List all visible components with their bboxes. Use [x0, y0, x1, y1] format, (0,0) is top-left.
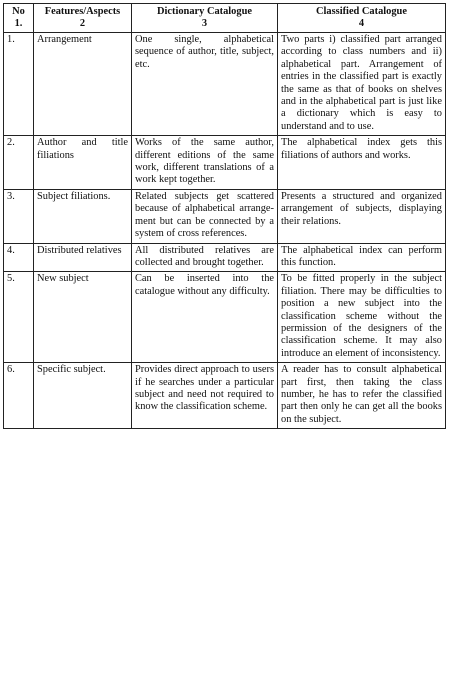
cell-feature: Author and title filiations [34, 136, 132, 190]
header-features-label: Features/Aspects [44, 6, 121, 17]
header-dictionary-number: 3 [201, 18, 208, 29]
header-classified-number: 4 [358, 18, 365, 29]
cell-dictionary: All distributed relatives are collected and brought together. [132, 243, 278, 272]
cell-classified: Two parts i) classified part arranged according to class numbers and ii) alphabetical part. Arrangement of entries in the classified part is exactly the same as that of books on shelves and in the alphabetical part is just like a dictionary which is easy to understand and to use. [278, 33, 446, 136]
header-classified-label: Classified Catalogue [316, 6, 407, 17]
header-dictionary [132, 4, 278, 33]
header-features-number: 2 [79, 18, 86, 29]
header-classified [278, 4, 446, 33]
header-no-number: 1. [14, 18, 23, 29]
header-row [4, 4, 446, 33]
cell-no: 4. [4, 243, 34, 272]
cell-feature: Specific subject. [34, 363, 132, 429]
cell-feature: Arrangement [34, 33, 132, 136]
cell-classified: The alphabetical index can perform this function. [278, 243, 446, 272]
table-header [4, 4, 446, 33]
header-no [4, 4, 34, 33]
cell-dictionary: Works of the same author, different editions of the same work, different translations of a work kept together. [132, 136, 278, 190]
header-dictionary-label: Dictionary Catalogue [157, 6, 252, 17]
cell-dictionary: Can be inserted into the catalogue without any difficulty. [132, 272, 278, 363]
cell-dictionary: Provides direct approach to users if he searches under a particular subject and need not required to know the classification scheme. [132, 363, 278, 429]
cell-no: 2. [4, 136, 34, 190]
table-row [4, 189, 446, 243]
header-no-label: No [12, 6, 25, 17]
cell-no: 5. [4, 272, 34, 363]
table-row [4, 363, 446, 429]
header-features [34, 4, 132, 33]
table-row [4, 33, 446, 136]
cell-dictionary: Related subjects get scattered because of alphabetical arrange-ment but can be connected by a system of cross references. [132, 189, 278, 243]
cell-no: 1. [4, 33, 34, 136]
cell-classified: Presents a structured and organized arrangement of subjects, displaying their relations. [278, 189, 446, 243]
cell-feature: Distributed relatives [34, 243, 132, 272]
table-row [4, 272, 446, 363]
table-row [4, 243, 446, 272]
cell-feature: Subject filiations. [34, 189, 132, 243]
cell-dictionary: One single, alphabetical sequence of author, title, subject, etc. [132, 33, 278, 136]
cell-no: 6. [4, 363, 34, 429]
comparison-table [3, 3, 446, 429]
cell-no: 3. [4, 189, 34, 243]
cell-classified: The alphabetical index gets this filiations of authors and works. [278, 136, 446, 190]
table-body [4, 33, 446, 429]
cell-classified: A reader has to consult alphabetical part first, then taking the class number, he has to refer the classified part then only he can get all the books on the subject. [278, 363, 446, 429]
cell-feature: New subject [34, 272, 132, 363]
table-row [4, 136, 446, 190]
cell-classified: To be fitted properly in the subject filiation. There may be difficulties to position a new subject into the classification scheme without the permission of the designers of the classification scheme. It may also introduce an element of inconsistency. [278, 272, 446, 363]
